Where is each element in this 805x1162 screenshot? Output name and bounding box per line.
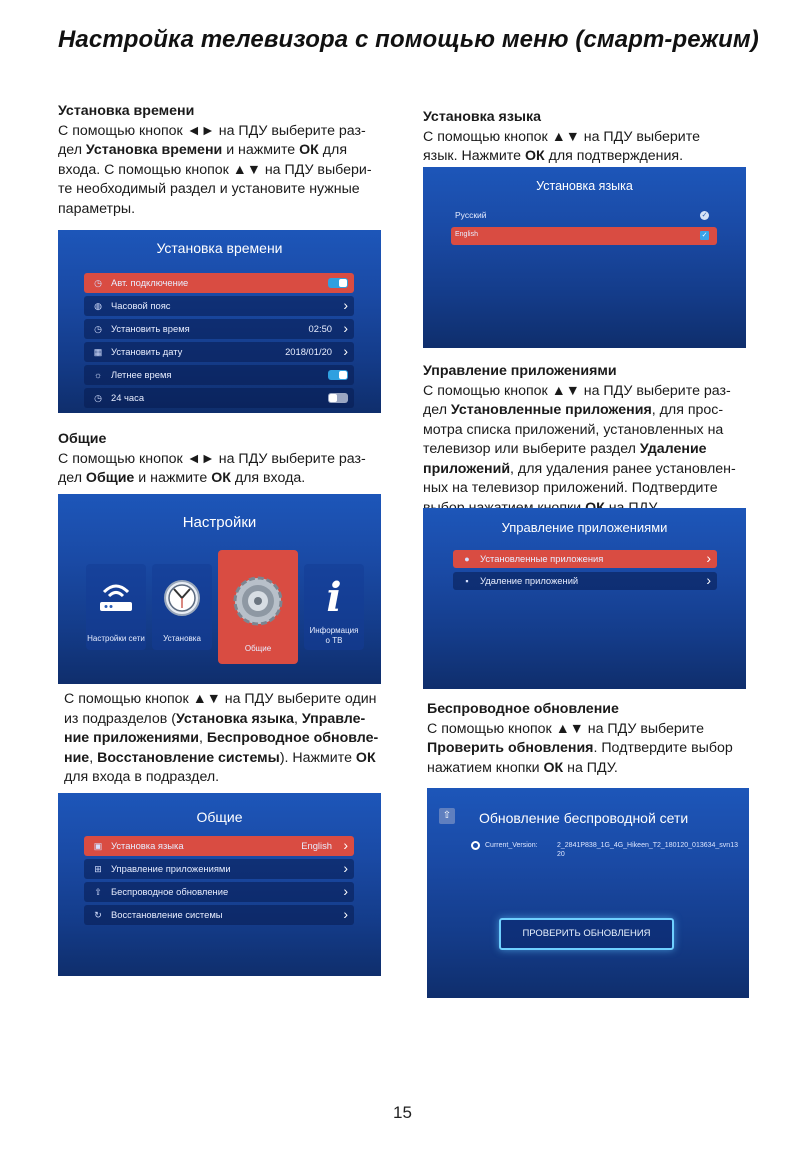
tile-tv-info[interactable]: i Информация о ТВ <box>304 564 364 650</box>
time-settings-screen <box>58 230 381 413</box>
chevron-right-icon: › <box>706 550 711 566</box>
chevron-right-icon: › <box>343 343 348 359</box>
language-icon: ▣ <box>93 841 103 851</box>
chevron-right-icon: › <box>343 906 348 922</box>
apps-heading: Управление приложениями <box>423 363 617 379</box>
menu-row-language[interactable]: ▣ Установка языка English › <box>84 836 354 856</box>
time-section-text <box>58 102 403 219</box>
router-icon <box>96 578 136 614</box>
screen-title: Установка языка <box>536 179 633 193</box>
chevron-right-icon: › <box>343 860 348 876</box>
chevron-right-icon: › <box>343 837 348 853</box>
menu-row-auto-connect[interactable]: ◷ Авт. подключение <box>84 273 354 293</box>
time-heading: Установка времени <box>58 103 195 119</box>
version-value-cont: 20 <box>557 851 565 858</box>
time-line-1: С помощью кнопок ◄► на ПДУ выберите раз- <box>58 122 366 139</box>
toggle-switch[interactable] <box>328 393 348 403</box>
tile-general[interactable]: Общие <box>218 550 298 664</box>
calendar-icon: ▦ <box>93 347 103 357</box>
update-icon: ⇧ <box>94 887 102 897</box>
menu-row-summer-time[interactable]: ☼ Летнее время <box>84 365 354 385</box>
language-option-english[interactable]: English ✓ <box>451 227 717 245</box>
info-icon: i <box>326 574 342 621</box>
check-updates-button[interactable]: ПРОВЕРИТЬ ОБНОВЛЕНИЯ <box>499 918 674 950</box>
clock-icon <box>162 578 202 618</box>
check-icon: ✓ <box>701 212 708 219</box>
subsections-text: С помощью кнопок ▲▼ на ПДУ выберите один из подразделов (Установка языка, Управле- ние приложениями, Беспроводное обновле- ние, Восстановление системы). Нажмите ОК для входа в подраздел. <box>64 691 379 785</box>
toggle-switch[interactable] <box>328 278 348 288</box>
apps-icon: ⊞ <box>94 864 102 874</box>
trash-icon: ▪ <box>465 576 469 586</box>
screen-title: Установка времени <box>156 240 283 256</box>
settings-screen <box>58 494 381 684</box>
language-section-text: Установка языка С помощью кнопок ▲▼ на ПДУ выберите язык. Нажмите ОК для подтверждения. <box>423 108 768 167</box>
time-line-5: параметры. <box>58 200 136 217</box>
screen-title: Общие <box>196 809 243 825</box>
general-heading: Общие <box>58 431 107 447</box>
chevron-right-icon: › <box>343 883 348 899</box>
restore-icon: ↻ <box>94 910 102 920</box>
tile-network-settings[interactable]: Настройки сети <box>86 564 146 650</box>
update-icon: ⇧ <box>439 808 455 824</box>
chevron-right-icon: › <box>343 297 348 313</box>
time-line-2: дел Установка времени и нажмите ОК для <box>58 142 348 158</box>
chevron-right-icon: › <box>706 572 711 588</box>
menu-row-apps[interactable]: ⊞ Управление приложениями › <box>84 859 354 879</box>
screen-title: Настройки <box>182 514 257 531</box>
language-heading: Установка языка <box>423 109 541 125</box>
menu-row-installed-apps[interactable]: ● Установленные приложения › <box>453 550 717 568</box>
wireless-update-screen <box>427 788 749 998</box>
menu-row-delete-apps[interactable]: ▪ Удаление приложений › <box>453 572 717 590</box>
clock-icon: ◷ <box>94 278 102 288</box>
menu-row-set-date[interactable]: ▦ Установить дату 2018/01/20 › <box>84 342 354 362</box>
tile-setup[interactable]: Установка <box>152 564 212 650</box>
toggle-switch[interactable] <box>328 370 348 380</box>
apps-section-text: Управление приложениями С помощью кнопок ▲▼ на ПДУ выберите раз- дел Установленные приложения, для прос- мотра списка приложений, установленных на телевизор или выберите раздел Удаление приложений, для удаления ранее установлен- ных на телевизор приложений. Подтвердите <box>423 362 768 518</box>
general-line-1: С помощью кнопок ◄► на ПДУ выберите раз- <box>58 450 366 467</box>
check-icon: ✓ <box>701 232 708 239</box>
apps-screen <box>423 508 746 689</box>
general-section-text <box>58 430 403 489</box>
clock-icon: ◷ <box>94 393 102 403</box>
language-screen <box>423 167 746 348</box>
wireless-section-text: Беспроводное обновление С помощью кнопок ▲▼ на ПДУ выберите Проверить обновления. Подтвердите выбор нажатием кнопки ОК на ПДУ. <box>427 700 772 778</box>
info-circle-icon <box>471 841 480 850</box>
menu-row-24h[interactable]: ◷ 24 часа <box>84 388 354 408</box>
clock-icon: ◷ <box>94 324 102 334</box>
wireless-heading: Беспроводное обновление <box>427 701 619 717</box>
menu-row-set-time[interactable]: ◷ Установить время 02:50 › <box>84 319 354 339</box>
menu-row-system-restore[interactable]: ↻ Восстановление системы › <box>84 905 354 925</box>
menu-row-timezone[interactable]: ◍ Часовой пояс › <box>84 296 354 316</box>
language-option-russian[interactable]: Русский ✓ <box>455 210 708 220</box>
gear-icon <box>231 574 285 628</box>
version-label: Current_Version: <box>485 842 538 849</box>
screen-title: Обновление беспроводной сети <box>479 810 689 826</box>
page-number: 15 <box>393 1103 412 1122</box>
time-line-3: входа. С помощью кнопок ▲▼ на ПДУ выбери- <box>58 161 372 178</box>
chevron-right-icon: › <box>343 320 348 336</box>
general-line-2: дел Общие и нажмите ОК для входа. <box>58 470 306 486</box>
time-line-4: те необходимый раздел и установите нужные <box>58 181 360 197</box>
globe-icon: ◍ <box>94 301 102 311</box>
page-title: Настройка телевизора с помощью меню (смарт-режим) <box>58 26 759 53</box>
menu-row-wireless-update[interactable]: ⇧ Беспроводное обновление › <box>84 882 354 902</box>
screen-title: Управление приложениями <box>501 520 668 535</box>
sun-icon: ☼ <box>93 370 103 380</box>
version-value: 2_2841P838_1G_4G_Hikeen_T2_180120_013634_svn13 <box>557 842 738 849</box>
general-screen <box>58 793 381 976</box>
apps-icon: ● <box>464 554 470 564</box>
